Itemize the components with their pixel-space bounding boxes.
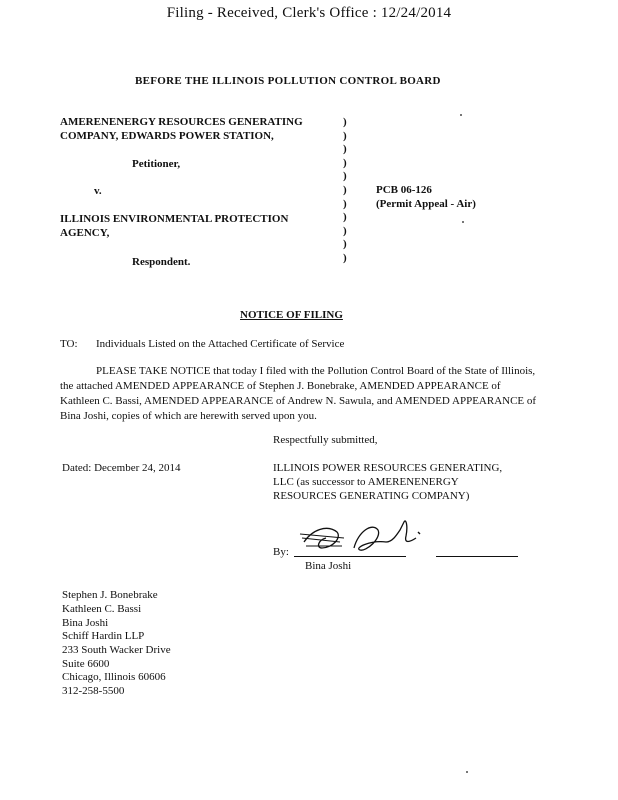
respondent-role: Respondent. xyxy=(132,256,191,268)
address-line-6: Suite 6600 xyxy=(62,658,110,670)
by-label: By: xyxy=(273,546,289,558)
case-number: PCB 06-126 xyxy=(376,184,432,196)
case-type: (Permit Appeal - Air) xyxy=(376,198,476,210)
caption-parentheses: ) ) ) ) ) ) ) ) ) ) ) xyxy=(343,116,347,264)
petitioner-name-line2: COMPANY, EDWARDS POWER STATION, xyxy=(60,130,274,142)
handwritten-signature xyxy=(292,512,452,562)
address-line-8: 312-258-5500 xyxy=(62,685,125,697)
scan-speck xyxy=(460,114,462,116)
notice-title: NOTICE OF FILING xyxy=(240,309,343,321)
scan-speck xyxy=(462,221,464,223)
to-recipients: Individuals Listed on the Attached Certificate of Service xyxy=(96,338,345,350)
versus-label: v. xyxy=(94,185,102,197)
firm-name-line3: RESOURCES GENERATING COMPANY) xyxy=(273,490,470,502)
firm-name-line1: ILLINOIS POWER RESOURCES GENERATING, xyxy=(273,462,503,474)
to-label: TO: xyxy=(60,338,78,350)
dated-line: Dated: December 24, 2014 xyxy=(62,462,181,474)
address-line-5: 233 South Wacker Drive xyxy=(62,644,171,656)
scan-speck xyxy=(466,771,468,773)
address-line-4: Schiff Hardin LLP xyxy=(62,630,145,642)
address-line-1: Stephen J. Bonebrake xyxy=(62,589,158,601)
respondent-name-line2: AGENCY, xyxy=(60,227,110,239)
notice-paragraph xyxy=(60,364,540,424)
address-line-2: Kathleen C. Bassi xyxy=(62,603,142,615)
respondent-name-line1: ILLINOIS ENVIRONMENTAL PROTECTION xyxy=(60,213,289,225)
signature-line xyxy=(294,556,406,557)
notice-paragraph-text: PLEASE TAKE NOTICE that today I filed with the Pollution Control Board of the State of Illinois, the attached AMENDED APPEARANCE of Stephen J. Bonebrake, AMENDED APPEARANCE of Kathleen C. Bassi, AMENDED APPEARANCE of Andrew N. Sawula, and AMENDED APPEARANCE of Bina Joshi, copies of which are herewith served upon you. xyxy=(60,365,537,422)
signer-name: Bina Joshi xyxy=(305,560,352,572)
signature-line-extension xyxy=(436,556,518,557)
court-heading: BEFORE THE ILLINOIS POLLUTION CONTROL BOARD xyxy=(135,75,441,87)
petitioner-name-line1: AMERENENERGY RESOURCES GENERATING xyxy=(60,116,303,128)
closing-text: Respectfully submitted, xyxy=(273,434,378,446)
firm-name-line2: LLC (as successor to AMERENENERGY xyxy=(273,476,459,488)
address-line-7: Chicago, Illinois 60606 xyxy=(62,671,166,683)
petitioner-role: Petitioner, xyxy=(132,158,181,170)
address-line-3: Bina Joshi xyxy=(62,617,109,629)
filing-stamp: Filing - Received, Clerk's Office : 12/24/2014 xyxy=(166,5,452,21)
